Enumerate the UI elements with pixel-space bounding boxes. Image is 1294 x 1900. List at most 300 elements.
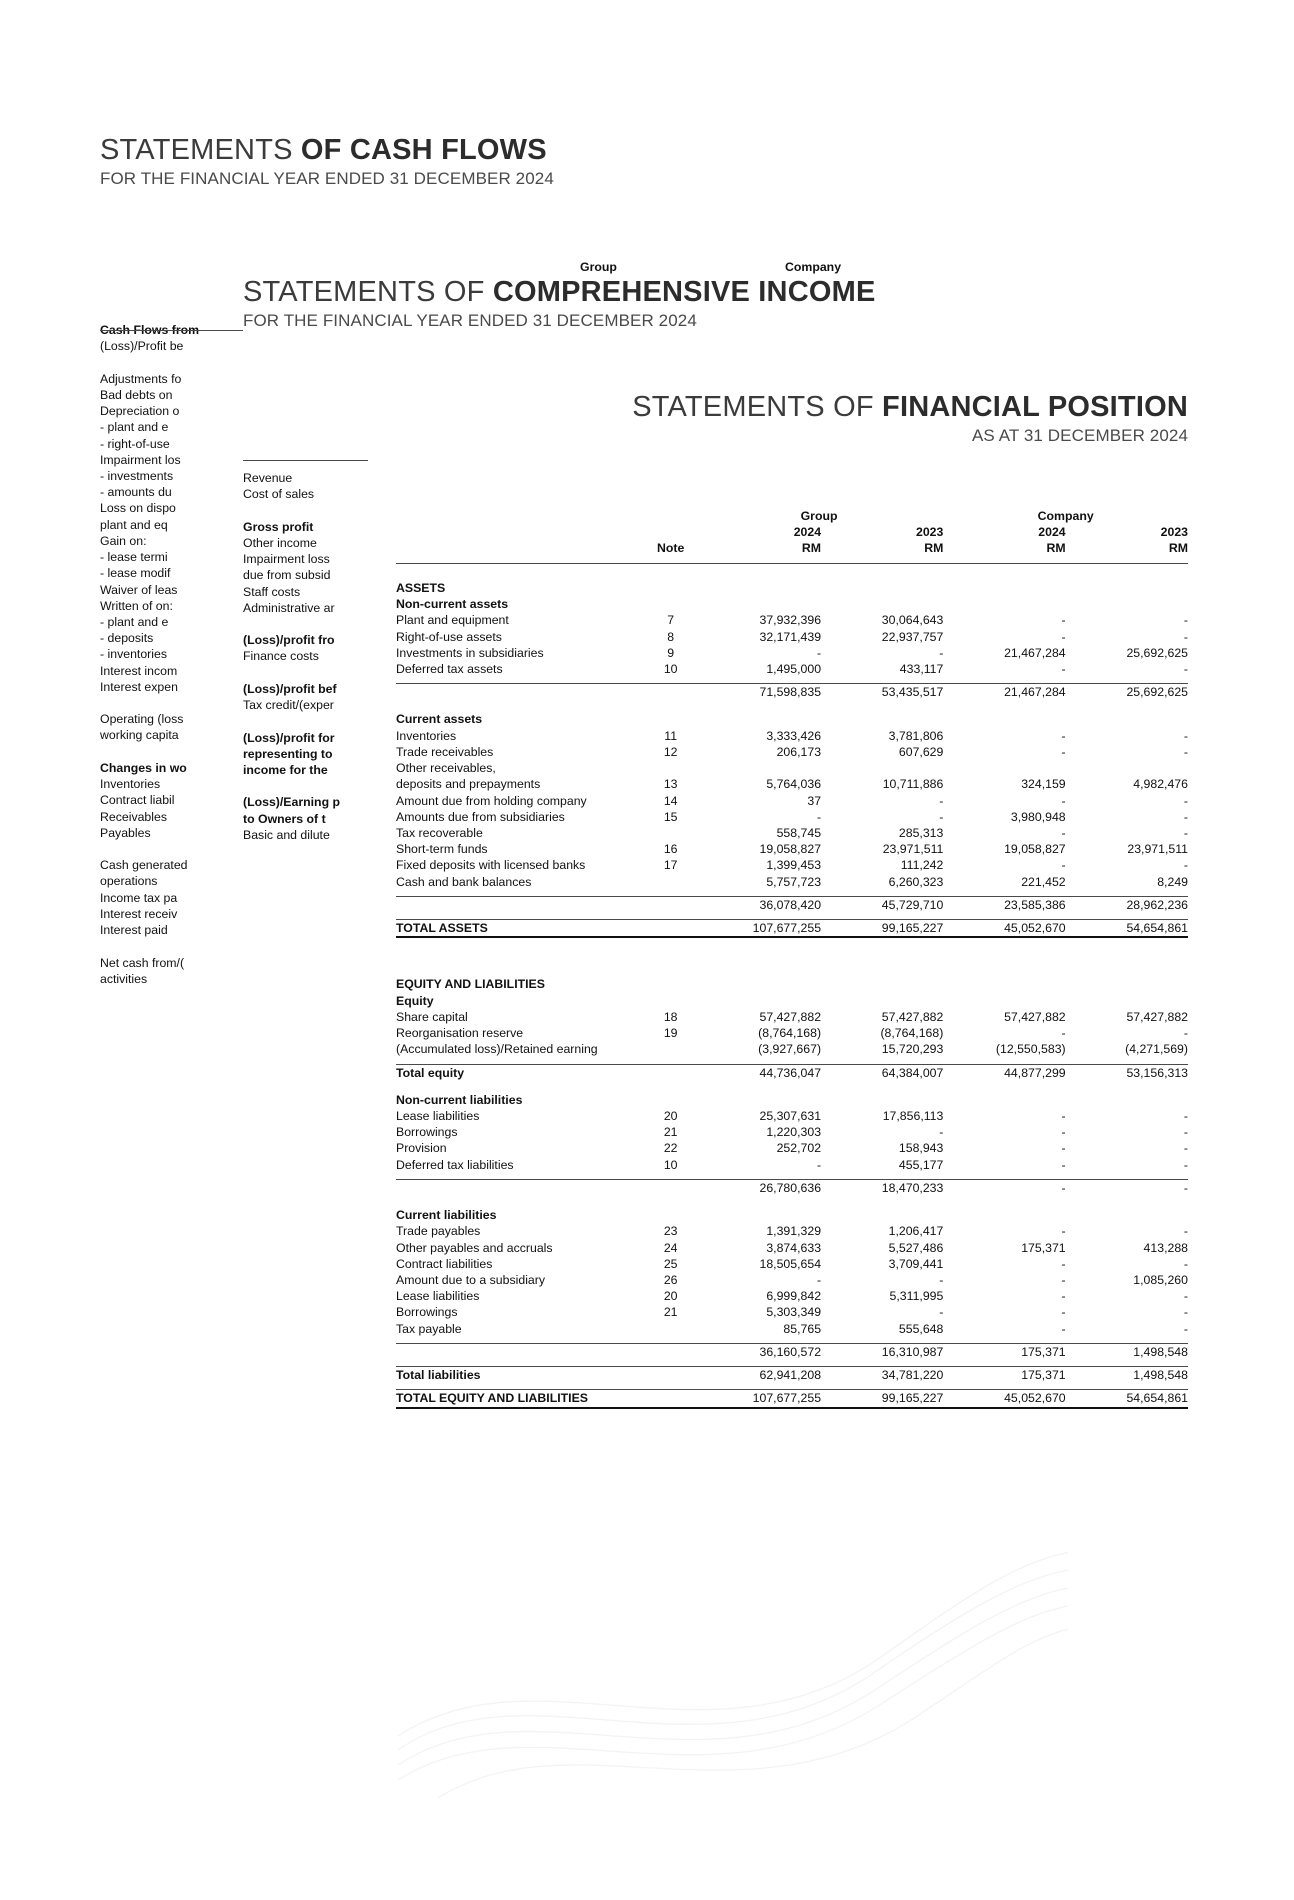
row-label: Reorganisation reserve <box>396 1026 524 1041</box>
row-value-4: 413,288 <box>1143 1240 1188 1255</box>
cash-flows-statement <box>100 135 700 189</box>
comprehensive-income-title-bold: COMPREHENSIVE INCOME <box>492 276 876 308</box>
table-row-current-asset <box>396 857 1188 873</box>
row-value-3: 19,058,827 <box>1004 842 1066 857</box>
statement-line <box>100 906 243 922</box>
section-heading <box>396 1207 1188 1223</box>
row-value-3: - <box>1061 1157 1066 1172</box>
row-value-1: - <box>816 809 822 824</box>
statement-line <box>100 484 243 500</box>
row-label <box>396 896 647 913</box>
row-label: to Owners of t <box>243 811 326 826</box>
row-note-ref <box>647 1064 695 1081</box>
row-value-2: 15,720,293 <box>881 1042 944 1057</box>
row-note-ref <box>647 1041 695 1057</box>
row-value-2: 158,943 <box>898 1141 944 1156</box>
row-note-ref: 10 <box>663 1157 678 1172</box>
row-note-ref: 11 <box>664 728 678 743</box>
row-value-3: - <box>1061 1272 1066 1287</box>
row-value-1: 37,932,396 <box>759 613 822 628</box>
row-value-2: - <box>939 793 944 808</box>
table-row-current-asset <box>396 760 1188 776</box>
row-value-2: 3,781,806 <box>888 728 944 743</box>
subtotal-row-current-assets <box>396 896 1188 913</box>
comprehensive-income-table <box>243 470 368 843</box>
row-value-3: 21,467,284 <box>1004 645 1066 660</box>
assets-top-rule <box>396 563 1188 580</box>
table-row-current-liability <box>396 1304 1188 1320</box>
comprehensive-income-subtitle: FOR THE FINANCIAL YEAR ENDED 31 DECEMBER 2024 <box>243 311 697 331</box>
header-pad <box>396 508 695 524</box>
row-value-1: 44,736,047 <box>695 1064 821 1081</box>
section-heading-label: Current liabilities <box>396 1208 497 1223</box>
row-label: Cash generated <box>100 858 188 873</box>
row-value-1: 62,941,208 <box>695 1367 821 1384</box>
header-pad <box>647 524 695 540</box>
row-label: Inventories <box>100 777 161 792</box>
statement-line <box>100 857 243 873</box>
row-label: Administrative ar <box>243 600 335 615</box>
section-heading-label: Equity <box>396 993 434 1008</box>
statement-line <box>100 873 243 889</box>
row-value-1: 26,780,636 <box>695 1179 821 1196</box>
table-row-current-asset <box>396 825 1188 841</box>
row-value-2: 5,527,486 <box>888 1240 944 1255</box>
statement-line <box>100 727 243 743</box>
year-header-1: 2024 <box>793 525 822 540</box>
row-label: Lease liabilities <box>396 1109 480 1123</box>
row-spacer <box>396 954 1188 965</box>
statement-line <box>243 535 368 551</box>
row-value-1 <box>695 760 821 776</box>
row-value-4: 1,085,260 <box>1133 1272 1188 1287</box>
row-note-ref: 24 <box>663 1240 678 1255</box>
row-value-1: 71,598,835 <box>695 684 821 701</box>
statement-line <box>100 663 243 679</box>
row-note-ref: 21 <box>663 1305 678 1320</box>
table-row-current-liability <box>396 1240 1188 1256</box>
row-value-3: - <box>1061 728 1066 743</box>
comprehensive-income-title <box>243 277 943 307</box>
row-label: Gross profit <box>243 519 314 534</box>
comprehensive-income-company-header: Company <box>785 260 842 274</box>
row-value-2: 111,242 <box>900 858 944 873</box>
statement-line <box>100 792 243 808</box>
row-label: working capita <box>100 728 179 743</box>
statement-line <box>100 565 243 581</box>
cash-flows-subtitle: FOR THE FINANCIAL YEAR ENDED 31 DECEMBER 2024 <box>100 169 554 189</box>
row-label: Amount due from holding company <box>396 793 587 808</box>
row-value-2: 99,165,227 <box>821 920 943 938</box>
note-column-header: Note <box>657 541 685 556</box>
row-note-ref: 14 <box>663 793 678 808</box>
table-row-noncurrent-liability <box>396 1140 1188 1156</box>
row-value-4: - <box>1183 1157 1188 1172</box>
statement-line <box>243 762 368 778</box>
statement-line <box>243 665 368 681</box>
row-label: Receivables <box>100 809 167 824</box>
row-label: Interest receiv <box>100 906 178 921</box>
row-value-4: - <box>1183 1026 1188 1041</box>
financial-position-table <box>396 508 1188 1425</box>
row-value-1: 5,303,349 <box>766 1305 822 1320</box>
currency-header-1: RM <box>801 541 822 556</box>
row-value-2: 3,709,441 <box>888 1256 944 1271</box>
statement-line <box>243 600 368 616</box>
row-label: Bad debts on <box>100 387 173 402</box>
row-value-4: - <box>1183 1224 1188 1239</box>
column-year-header-row <box>396 524 1188 540</box>
row-label <box>396 684 647 701</box>
row-value-2: 23,971,511 <box>882 842 944 857</box>
row-note-ref <box>647 920 695 938</box>
row-label: - lease termi <box>100 550 168 565</box>
row-label: Tax payable <box>396 1321 462 1336</box>
table-row-current-asset <box>396 874 1188 890</box>
row-note-ref: 25 <box>663 1256 678 1271</box>
row-value-4: 25,692,625 <box>1066 684 1188 701</box>
row-value-1: 57,427,882 <box>759 1009 822 1024</box>
currency-header-2: RM <box>924 541 944 556</box>
row-value-2: 17,856,113 <box>882 1109 944 1123</box>
row-label: Inventories <box>396 728 457 743</box>
table-row-current-liability <box>396 1272 1188 1288</box>
row-label: Income tax pa <box>100 890 178 905</box>
row-value-4: - <box>1183 1256 1188 1271</box>
row-label: Borrowings <box>396 1305 458 1320</box>
row-note-ref: 26 <box>663 1272 678 1287</box>
row-value-4: (4,271,569) <box>1125 1042 1188 1057</box>
row-note-ref: 10 <box>663 661 678 676</box>
row-value-1: 558,745 <box>776 825 822 840</box>
statement-line <box>100 646 243 662</box>
row-value-3: - <box>1061 825 1066 840</box>
rule-cell <box>396 1408 1188 1425</box>
row-value-1: (3,927,667) <box>758 1042 822 1057</box>
row-label: (Loss)/Earning p <box>243 795 341 810</box>
statement-line <box>100 679 243 695</box>
row-value-2: 45,729,710 <box>821 896 943 913</box>
row-value-3: - <box>1061 1321 1066 1336</box>
row-label: Trade receivables <box>396 744 494 759</box>
year-header-3: 2024 <box>1038 525 1066 540</box>
row-label: Contract liabil <box>100 793 175 808</box>
statement-line <box>100 971 243 987</box>
row-value-4 <box>1066 760 1188 776</box>
row-value-4: - <box>1183 744 1188 759</box>
row-value-2: 1,206,417 <box>888 1224 944 1239</box>
row-value-4: 25,692,625 <box>1126 645 1188 660</box>
statement-line <box>243 502 368 518</box>
row-value-4: - <box>1183 1321 1188 1336</box>
comprehensive-income-top-rule <box>243 460 368 461</box>
row-label: Fixed deposits with licensed banks <box>396 858 586 873</box>
row-value-3: 175,371 <box>943 1343 1065 1360</box>
cash-flows-title <box>100 135 700 165</box>
table-row-noncurrent-liability <box>396 1108 1188 1124</box>
statement-line <box>100 825 243 841</box>
row-value-1: 3,333,426 <box>766 728 822 743</box>
table-row-noncurrent-liability <box>396 1157 1188 1173</box>
row-value-4: 54,654,861 <box>1066 1390 1188 1408</box>
row-note-ref <box>647 1367 695 1384</box>
row-spacer <box>396 965 1188 976</box>
table-row-equity <box>396 1009 1188 1025</box>
statement-line <box>100 582 243 598</box>
financial-position-rows <box>396 508 1188 1425</box>
currency-header-4: RM <box>1168 541 1188 556</box>
cash-flows-table <box>100 322 243 987</box>
row-value-1: 107,677,255 <box>695 1390 821 1408</box>
section-heading <box>396 976 1188 992</box>
statement-line <box>100 744 243 760</box>
row-note-ref: 12 <box>663 744 678 759</box>
statement-line <box>100 614 243 630</box>
statement-line <box>100 419 243 435</box>
column-currency-header-row <box>396 540 1188 556</box>
row-value-4: 57,427,882 <box>1126 1009 1188 1024</box>
row-note-ref <box>647 825 695 841</box>
row-label: Amounts due from subsidiaries <box>396 809 565 824</box>
row-value-2: 5,311,995 <box>889 1289 944 1304</box>
statement-line <box>100 695 243 711</box>
statement-line <box>100 955 243 971</box>
row-value-3: 324,159 <box>1021 777 1066 792</box>
row-value-4: 28,962,236 <box>1066 896 1188 913</box>
group-column-header: Group <box>800 509 838 523</box>
statement-line <box>243 519 368 535</box>
total-equity-row <box>396 1064 1188 1081</box>
row-value-4: 53,156,313 <box>1066 1064 1188 1081</box>
row-label: Loss on dispo <box>100 501 176 516</box>
section-heading <box>396 993 1188 1009</box>
row-note-ref: 23 <box>663 1224 678 1239</box>
row-label: Interest incom <box>100 663 178 678</box>
row-value-1: 107,677,255 <box>695 920 821 938</box>
row-note-ref: 20 <box>663 1289 678 1304</box>
row-label <box>100 841 243 857</box>
cash-flows-top-rule <box>100 330 243 331</box>
row-value-1: 3,874,633 <box>766 1240 822 1255</box>
financial-position-body <box>396 508 1188 1425</box>
row-label: Revenue <box>243 471 293 485</box>
table-row-noncurrent-asset <box>396 645 1188 661</box>
row-value-2: 18,470,233 <box>821 1179 943 1196</box>
row-value-1: - <box>816 1157 822 1172</box>
row-label: Trade payables <box>396 1224 481 1239</box>
header-pad <box>396 524 647 540</box>
row-label: Gain on: <box>100 533 147 548</box>
statement-line <box>243 730 368 746</box>
row-label: Deferred tax assets <box>396 661 503 676</box>
row-value-2: 16,310,987 <box>821 1343 943 1360</box>
row-label: Other receivables, <box>396 761 496 776</box>
row-value-2 <box>821 760 943 776</box>
column-group-header-row <box>396 508 1188 524</box>
total-equity-liabilities-double-rule <box>396 1408 1188 1425</box>
row-value-3: - <box>1061 1109 1066 1123</box>
row-label <box>243 502 368 518</box>
row-note-ref <box>647 874 695 890</box>
row-label: Provision <box>396 1141 447 1156</box>
statement-line <box>100 387 243 403</box>
statement-line <box>243 486 368 502</box>
row-label <box>100 744 243 760</box>
statement-line <box>100 809 243 825</box>
section-heading-label: Current assets <box>396 712 483 727</box>
row-note-ref <box>647 1343 695 1360</box>
row-value-1: 18,505,654 <box>759 1256 822 1271</box>
statement-line <box>100 517 243 533</box>
row-value-2: 555,648 <box>898 1321 944 1336</box>
row-label: Plant and equipment <box>396 613 509 628</box>
row-value-4: - <box>1183 661 1188 676</box>
row-value-1: - <box>816 1272 822 1287</box>
table-row-current-liability <box>396 1321 1188 1337</box>
row-note-ref: 13 <box>663 777 678 792</box>
statement-line <box>243 616 368 632</box>
row-label: Written of on: <box>100 598 173 613</box>
section-heading <box>396 1092 1188 1108</box>
cash-flows-body <box>100 322 243 1112</box>
row-label: Borrowings <box>396 1125 458 1140</box>
row-note-ref: 18 <box>663 1009 678 1024</box>
row-value-4: - <box>1183 728 1188 743</box>
row-label: - right-of-use <box>100 436 170 451</box>
statement-line <box>100 598 243 614</box>
row-spacer <box>396 1081 1188 1092</box>
comprehensive-income-statement <box>243 277 943 331</box>
row-note-ref: 15 <box>663 809 678 824</box>
row-value-4: - <box>1183 1109 1188 1123</box>
row-value-4: 23,971,511 <box>1127 842 1188 857</box>
row-value-1: 32,171,439 <box>759 629 822 644</box>
row-value-4: - <box>1183 1141 1188 1156</box>
section-heading-label: EQUITY AND LIABILITIES <box>396 977 545 992</box>
statement-line <box>100 938 243 954</box>
table-row-current-asset <box>396 809 1188 825</box>
row-label: Basic and dilute <box>243 827 330 842</box>
row-value-3 <box>943 760 1065 776</box>
statement-line <box>243 746 368 762</box>
statement-line <box>243 681 368 697</box>
row-label: Cash and bank balances <box>396 874 532 889</box>
row-value-3: - <box>1061 1305 1066 1320</box>
year-header-4: 2023 <box>1160 525 1188 540</box>
row-value-4: 4,982,476 <box>1133 777 1188 792</box>
row-value-3: 175,371 <box>943 1367 1065 1384</box>
row-value-3: - <box>1061 1141 1066 1156</box>
row-label <box>243 665 368 681</box>
row-value-4: - <box>1183 825 1188 840</box>
total-equity-and-liabilities-row <box>396 1390 1188 1408</box>
row-value-4: - <box>1183 793 1188 808</box>
row-value-2: 53,435,517 <box>821 684 943 701</box>
row-label: activities <box>100 971 148 986</box>
statement-line <box>100 468 243 484</box>
row-value-4: - <box>1183 809 1188 824</box>
row-value-3: (12,550,583) <box>995 1042 1066 1057</box>
row-value-2: 607,629 <box>898 744 944 759</box>
row-label: Impairment los <box>100 452 181 467</box>
statement-line <box>100 452 243 468</box>
row-value-3: - <box>943 1179 1065 1196</box>
row-value-3: 45,052,670 <box>943 1390 1065 1408</box>
row-value-2: - <box>939 1305 944 1320</box>
statement-line <box>100 549 243 565</box>
row-label: Investments in subsidiaries <box>396 645 544 660</box>
row-note-ref <box>647 1321 695 1337</box>
row-label: - lease modif <box>100 566 171 581</box>
table-row-noncurrent-asset <box>396 629 1188 645</box>
financial-position-title-bold: FINANCIAL POSITION <box>882 391 1188 423</box>
statement-line <box>243 713 368 729</box>
row-label: Tax credit/(exper <box>243 698 334 713</box>
row-label: Net cash from/( <box>100 955 185 970</box>
table-row-current-asset <box>396 776 1188 792</box>
row-label: Waiver of leas <box>100 582 178 597</box>
row-label: Interest expen <box>100 679 178 694</box>
row-value-2: - <box>939 645 944 660</box>
row-value-1: 36,078,420 <box>695 896 821 913</box>
statement-line <box>243 470 368 486</box>
row-value-2: 10,711,886 <box>882 777 944 792</box>
row-value-2: (8,764,168) <box>880 1026 944 1041</box>
row-note-ref <box>647 760 695 776</box>
row-label: Deferred tax liabilities <box>396 1157 514 1172</box>
row-value-2: 64,384,007 <box>821 1064 943 1081</box>
statement-line <box>100 436 243 452</box>
company-column-header: Company <box>1037 509 1094 523</box>
row-value-1: 6,999,842 <box>766 1289 822 1304</box>
row-value-1: 1,391,329 <box>766 1224 822 1239</box>
row-value-3: - <box>1061 1256 1066 1271</box>
row-label: TOTAL ASSETS <box>396 920 647 938</box>
row-value-3: - <box>1061 613 1066 628</box>
statement-line <box>243 567 368 583</box>
row-label: Tax recoverable <box>396 825 483 840</box>
row-label: - investments <box>100 468 174 483</box>
row-label <box>100 354 243 370</box>
row-value-3: 221,452 <box>1021 874 1066 889</box>
cash-flows-title-light: STATEMENTS <box>100 134 301 166</box>
statement-line <box>100 500 243 516</box>
table-row-current-asset <box>396 744 1188 760</box>
cash-flows-title-bold: OF CASH FLOWS <box>300 134 547 166</box>
row-value-1: 85,765 <box>783 1321 822 1336</box>
cash-flows-rows <box>100 322 243 987</box>
row-label: (Accumulated loss)/Retained earning <box>396 1042 598 1057</box>
subtotal-row-noncurrent-assets <box>396 684 1188 701</box>
row-value-4: - <box>1183 613 1188 628</box>
row-value-1: 37 <box>807 793 822 808</box>
row-value-1: 25,307,631 <box>759 1109 822 1123</box>
row-value-1: (8,764,168) <box>758 1026 822 1041</box>
financial-position-title-light: STATEMENTS OF <box>632 391 883 423</box>
table-row-current-asset <box>396 841 1188 857</box>
row-value-3: 21,467,284 <box>943 684 1065 701</box>
row-value-2: - <box>939 1272 944 1287</box>
section-heading-label: Non-current assets <box>396 597 509 612</box>
section-heading-label: Non-current liabilities <box>396 1092 523 1107</box>
row-value-2: 57,427,882 <box>881 1009 944 1024</box>
row-value-2: 433,117 <box>899 661 944 676</box>
row-value-2: 30,064,643 <box>881 613 944 628</box>
row-value-2: 99,165,227 <box>821 1390 943 1408</box>
table-row-current-liability <box>396 1288 1188 1304</box>
row-label: Finance costs <box>243 649 319 664</box>
table-row-noncurrent-liability <box>396 1124 1188 1140</box>
